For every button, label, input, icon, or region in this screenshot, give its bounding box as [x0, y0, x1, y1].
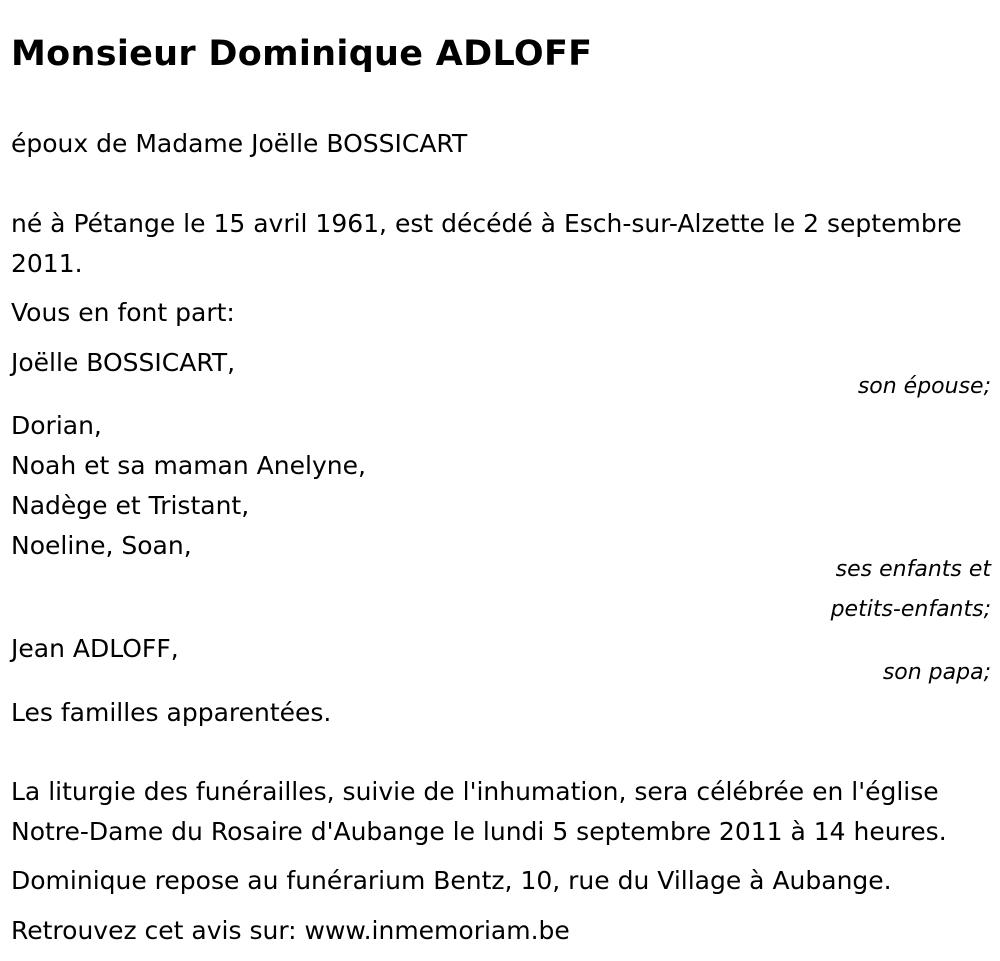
- family-name-child: Nadège et Tristant,: [11, 491, 250, 520]
- announcement-line: Vous en font part:: [11, 298, 235, 327]
- liturgy-text: La liturgie des funérailles, suivie de l'inhumation, sera célébrée en l'église Notre-Dame du Rosaire d'Aubange le lundi 5 septembre 2011 à 14 heures.: [11, 777, 947, 846]
- deceased-name-title: Monsieur Dominique ADLOFF: [11, 34, 593, 74]
- relatives-line: Les familles apparentées.: [11, 698, 332, 727]
- relation-spouse: son épouse;: [857, 374, 991, 399]
- spouse-line: époux de Madame Joëlle BOSSICART: [11, 129, 468, 158]
- birth-death-text: né à Pétange le 15 avril 1961, est décédé à Esch-sur-Alzette le 2 septembre 2011.: [11, 209, 962, 278]
- family-name-father: Jean ADLOFF,: [11, 634, 179, 663]
- relation-grandchildren: petits-enfants;: [830, 597, 991, 622]
- family-name-child: Dorian,: [11, 411, 102, 440]
- relation-father: son papa;: [882, 660, 991, 685]
- family-name-spouse: Joëlle BOSSICART,: [11, 348, 236, 377]
- family-name-child: Noeline, Soan,: [11, 531, 192, 560]
- repose-text: Dominique repose au funérarium Bentz, 10, rue du Village à Aubange.: [11, 866, 892, 895]
- family-name-child: Noah et sa maman Anelyne,: [11, 451, 366, 480]
- footer-text: Retrouvez cet avis sur: www.inmemoriam.be: [11, 916, 570, 945]
- relation-children: ses enfants et: [835, 557, 991, 582]
